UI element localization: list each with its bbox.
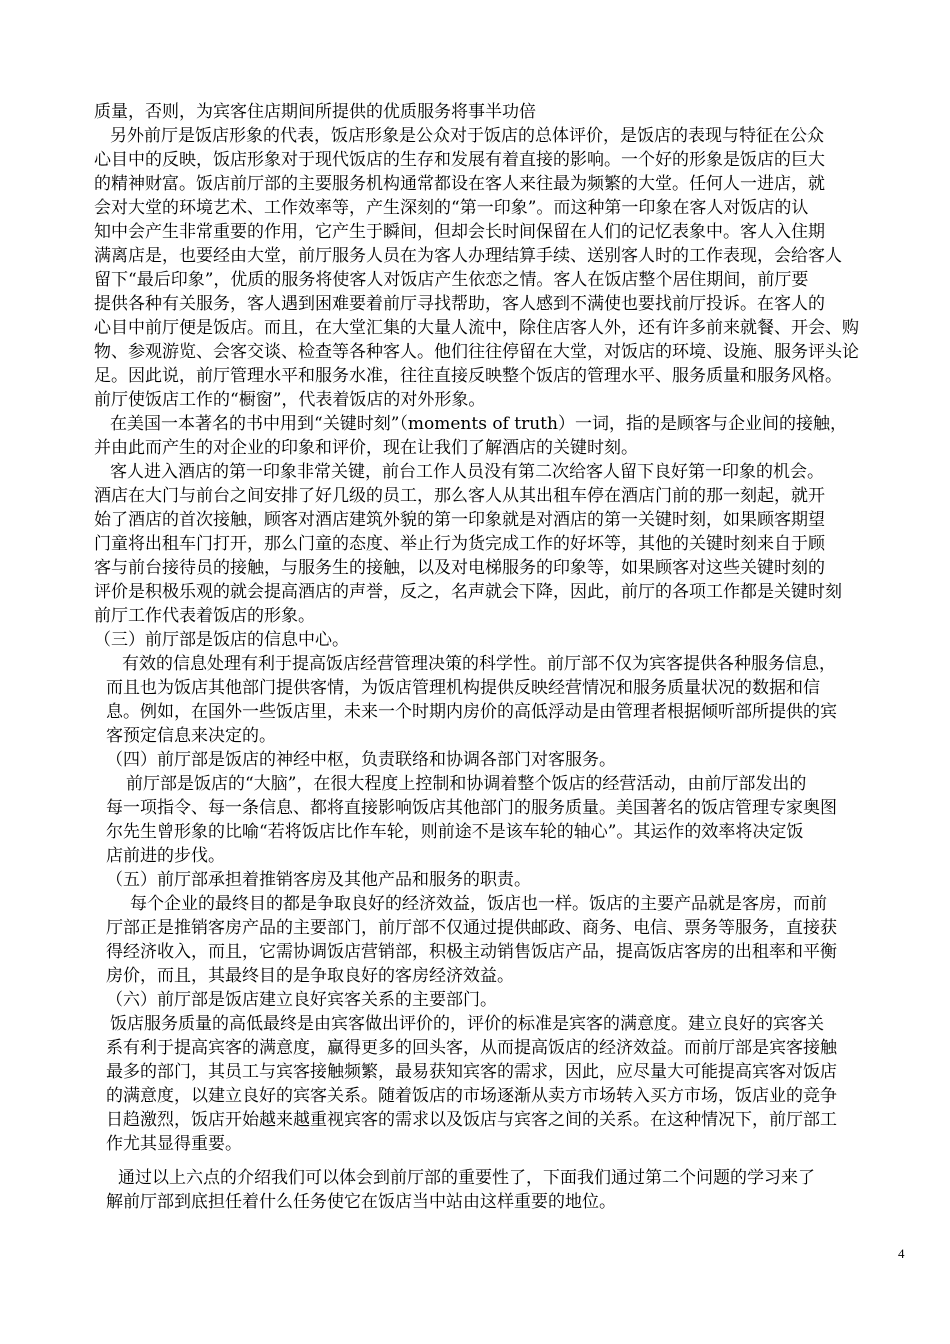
- text-line: 作尤其显得重要。: [106, 1134, 242, 1154]
- text-line: 每个企业的最终目的都是争取良好的经济效益，饭店也一样。饭店的主要产品就是客房，而前: [130, 894, 827, 914]
- text-line: 有效的信息处理有利于提高饭店经营管理决策的科学性。前厅部不仅为宾客提供各种服务信息，: [122, 654, 836, 674]
- text-line: 尔先生曾形象的比喻“若将饭店比作车轮，则前途不是该车轮的轴心”。其运作的效率将决定饭: [106, 822, 804, 842]
- text-line: 的精神财富。饭店前厅部的主要服务机构通常都设在客人来往最为频繁的大堂。任何人一进店，就: [94, 174, 825, 194]
- text-line: 店前进的步伐。: [106, 846, 225, 866]
- text-line: 日趋激烈，饭店开始越来越重视宾客的需求以及饭店与宾客之间的关系。在这种情况下，前厅部工: [106, 1110, 837, 1130]
- text-line: 的满意度，以建立良好的宾客关系。随着饭店的市场逐渐从卖方市场转入买方市场，饭店业的竞争: [106, 1086, 837, 1106]
- text-line: 始了酒店的首次接触，顾客对酒店建筑外貌的第一印象就是对酒店的第一关键时刻，如果顾客期望: [94, 510, 825, 530]
- page-number: 4: [898, 1246, 905, 1261]
- section-heading: （三）前厅部是饭店的信息中心。: [94, 630, 349, 650]
- text-line: 满离店是，也要经由大堂，前厅服务人员在为客人办理结算手续、送别客人时的工作表现，会给客人: [94, 246, 842, 266]
- text-line: 前厅使饭店工作的“橱窗”，代表着饭店的对外形象。: [94, 390, 486, 410]
- text-line: 厅部正是推销客房产品的主要部门，前厅部不仅通过提供邮政、商务、电信、票务等服务，直接获: [106, 918, 837, 938]
- text-line: 知中会产生非常重要的作用，它产生于瞬间，但却会长时间保留在人们的记忆表象中。客人入住期: [94, 222, 825, 242]
- section-heading: （六）前厅部是饭店建立良好宾客关系的主要部门。: [106, 990, 497, 1010]
- text-line: 足。因此说，前厅管理水平和服务水准，往往直接反映整个饭店的管理水平、服务质量和服务风格。: [94, 366, 842, 386]
- text-line: 在美国一本著名的书中用到“关键时刻”（moments of truth）一词，指的是顾客与企业间的接触，: [110, 414, 847, 434]
- text-line: 评价是积极乐观的就会提高酒店的声誉，反之，名声就会下降，因此，前厅的各项工作都是关键时刻: [94, 582, 842, 602]
- text-line: 物、参观游览、会客交谈、检查等各种客人。他们往往停留在大堂，对饭店的环境、设施、服务评头论: [94, 342, 859, 362]
- section-heading: （四）前厅部是饭店的神经中枢，负责联络和协调各部门对客服务。: [106, 750, 616, 770]
- text-line: 并由此而产生的对企业的印象和评价，现在让我们了解酒店的关键时刻。: [94, 438, 638, 458]
- text-line: 息。例如，在国外一些饭店里，未来一个时期内房价的高低浮动是由管理者根据倾听部所提供的宾: [106, 702, 837, 722]
- text-line: 心目中前厅便是饭店。而且，在大堂汇集的大量人流中，除住店客人外，还有许多前来就餐、开会、购: [94, 318, 859, 338]
- section-heading: （五）前厅部承担着推销客房及其他产品和服务的职责。: [106, 870, 531, 890]
- text-line: 门童将出租车门打开，那么门童的态度、举止行为货完成工作的好坏等，其他的关键时刻来自于顾: [94, 534, 825, 554]
- text-line: 通过以上六点的介绍我们可以体会到前厅部的重要性了，下面我们通过第二个问题的学习来了: [118, 1168, 815, 1188]
- text-line: 客预定信息来决定的。: [106, 726, 276, 746]
- text-line: 会对大堂的环境艺术、工作效率等，产生深刻的“第一印象”。而这种第一印象在客人对饭店的认: [94, 198, 809, 218]
- text-line: 系有利于提高宾客的满意度，赢得更多的回头客，从而提高饭店的经济效益。而前厅部是宾客接触: [106, 1038, 837, 1058]
- text-line: 客与前台接待员的接触，与服务生的接触，以及对电梯服务的印象等，如果顾客对这些关键时刻的: [94, 558, 825, 578]
- text-line: 每一项指令、每一条信息、都将直接影响饭店其他部门的服务质量。美国著名的饭店管理专家奥图: [106, 798, 837, 818]
- text-line: 而且也为饭店其他部门提供客情，为饭店管理机构提供反映经营情况和服务质量状况的数据和信: [106, 678, 820, 698]
- text-line: 得经济收入，而且，它需协调饭店营销部，积极主动销售饭店产品，提高饭店客房的出租率和平衡: [106, 942, 837, 962]
- text-line: 最多的部门，其员工与宾客接触频繁，最易获知宾客的需求，因此，应尽量大可能提高宾客对饭店: [106, 1062, 837, 1082]
- text-line: 解前厅部到底担任着什么任务使它在饭店当中站由这样重要的地位。: [106, 1192, 616, 1212]
- text-line: 房价，而且，其最终目的是争取良好的客房经济效益。: [106, 966, 514, 986]
- text-line: 留下“最后印象”，优质的服务将使客人对饭店产生依恋之情。客人在饭店整个居住期间，前厅要: [94, 270, 809, 290]
- text-line: 提供各种有关服务，客人遇到困难要着前厅寻找帮助，客人感到不满使也要找前厅投诉。在客人的: [94, 294, 825, 314]
- text-line: 饭店服务质量的高低最终是由宾客做出评价的，评价的标准是宾客的满意度。建立良好的宾客关: [110, 1014, 824, 1034]
- text-line: 前厅工作代表着饭店的形象。: [94, 606, 315, 626]
- text-line: 前厅部是饭店的“大脑”，在很大程度上控制和协调着整个饭店的经营活动，由前厅部发出的: [126, 774, 807, 794]
- text-line: 质量，否则，为宾客住店期间所提供的优质服务将事半功倍: [94, 102, 536, 122]
- text-line: 心目中的反映，饭店形象对于现代饭店的生存和发展有着直接的影响。一个好的形象是饭店的巨大: [94, 150, 825, 170]
- text-line: 客人进入酒店的第一印象非常关键，前台工作人员没有第二次给客人留下良好第一印象的机会。: [110, 462, 824, 482]
- text-line: 另外前厅是饭店形象的代表，饭店形象是公众对于饭店的总体评价，是饭店的表现与特征在公众: [110, 126, 824, 146]
- text-line: 酒店在大门与前台之间安排了好几级的员工，那么客人从其出租车停在酒店门前的那一刻起，就开: [94, 486, 825, 506]
